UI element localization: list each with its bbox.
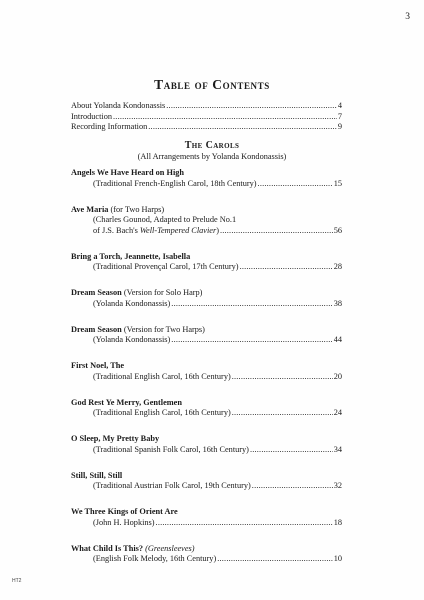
carol-title-text: We Three Kings of Orient Are bbox=[71, 507, 178, 516]
section-heading: The Carols bbox=[184, 140, 240, 151]
carol-entry bbox=[71, 471, 342, 492]
dot-leader bbox=[258, 179, 333, 190]
dot-leader bbox=[171, 335, 332, 346]
dot-leader bbox=[171, 299, 332, 310]
carol-title-text: God Rest Ye Merry, Gentlemen bbox=[71, 397, 182, 407]
carol-entry bbox=[71, 544, 342, 565]
carol-page: 38 bbox=[333, 298, 342, 308]
toc-entry bbox=[71, 101, 342, 112]
carol-title-text: Dream Season bbox=[71, 288, 122, 297]
carol-page: 56 bbox=[333, 225, 342, 235]
carol-source: (Traditional Spanish Folk Carol, 16th Century) bbox=[93, 444, 249, 454]
footer-code: HT2 bbox=[12, 578, 22, 584]
carol-source-line bbox=[71, 445, 342, 456]
carol-source: (Traditional English Carol, 16th Century) bbox=[93, 371, 231, 381]
carol-source: (Traditional Provençal Carol, 17th Century) bbox=[93, 262, 239, 271]
carol-entry bbox=[71, 434, 342, 455]
carol-source-line bbox=[71, 518, 342, 529]
carol-entry bbox=[71, 205, 342, 237]
carol-title-text: O Sleep, My Pretty Baby bbox=[71, 434, 160, 443]
carol-title bbox=[71, 205, 342, 216]
page-title: Table of Contents bbox=[154, 77, 270, 92]
carol-source-line bbox=[71, 299, 342, 310]
dot-leader bbox=[220, 226, 333, 237]
carol-title-text: Ave Maria bbox=[71, 204, 109, 214]
carol-title-text: Still, Still, Still bbox=[71, 470, 123, 480]
carol-source bbox=[93, 226, 219, 237]
carol-title-text: First Noel, The bbox=[71, 361, 125, 370]
dot-leader bbox=[250, 445, 333, 456]
toc-entry-label: Recording Information bbox=[71, 122, 148, 131]
toc-entry-page: 4 bbox=[337, 101, 342, 110]
toc-entry-page: 7 bbox=[337, 111, 342, 121]
carol-page: 15 bbox=[333, 178, 342, 188]
carol-title-note: (Greensleeves) bbox=[143, 543, 195, 553]
carol-title bbox=[71, 325, 342, 336]
carol-source: (John H. Hopkins) bbox=[93, 517, 155, 527]
dot-leader bbox=[166, 101, 337, 112]
section-subheading: (All Arrangements by Yolanda Kondonassis) bbox=[137, 152, 287, 161]
carol-title bbox=[71, 288, 342, 299]
dot-leader bbox=[252, 481, 333, 492]
carol-title-text: What Child Is This? bbox=[71, 543, 144, 553]
carol-title-note: (Version for Two Harps) bbox=[121, 324, 205, 334]
carol-source-line bbox=[71, 481, 342, 492]
toc-entry bbox=[71, 112, 342, 123]
carol-title bbox=[71, 168, 342, 179]
carol-entry bbox=[71, 325, 342, 346]
dot-leader bbox=[113, 112, 337, 123]
dot-leader bbox=[240, 262, 333, 273]
carol-page: 24 bbox=[333, 408, 342, 417]
carol-entry bbox=[71, 507, 342, 528]
carol-page: 18 bbox=[333, 517, 342, 527]
carol-title bbox=[71, 398, 342, 409]
carol-source-prefix: of J.S. Bach's bbox=[93, 225, 140, 235]
carol-entry bbox=[71, 398, 342, 419]
toc-entry-label: Introduction bbox=[71, 111, 113, 121]
carol-page: 44 bbox=[333, 335, 342, 344]
front-matter-list bbox=[71, 101, 342, 133]
carol-title bbox=[71, 544, 342, 555]
carol-title-note: (for Two Harps) bbox=[108, 204, 165, 214]
carol-page: 10 bbox=[333, 554, 342, 563]
carol-title bbox=[71, 471, 342, 482]
carol-source-italic: Well-Tempered Clavier bbox=[139, 225, 217, 235]
carol-list bbox=[71, 168, 342, 580]
carol-source: (English Folk Melody, 16th Century) bbox=[93, 554, 217, 563]
carol-source-line bbox=[71, 262, 342, 273]
carol-entry bbox=[71, 168, 342, 189]
carol-source: (Yolanda Kondonassis) bbox=[93, 335, 171, 344]
carol-page: 28 bbox=[333, 262, 342, 271]
carol-source-line bbox=[71, 179, 342, 190]
carol-source-line bbox=[71, 554, 342, 565]
carol-page: 20 bbox=[333, 371, 342, 381]
page-number: 3 bbox=[405, 12, 410, 22]
toc-entry-page: 9 bbox=[337, 122, 342, 131]
carol-entry bbox=[71, 361, 342, 382]
carol-source-line bbox=[71, 226, 342, 237]
toc-entry bbox=[71, 122, 342, 133]
carol-title-text: Dream Season bbox=[71, 324, 122, 334]
carol-title bbox=[71, 252, 342, 263]
carol-title bbox=[71, 507, 342, 518]
carol-detail-line: (Charles Gounod, Adapted to Prelude No.1 bbox=[93, 215, 237, 224]
carol-title bbox=[71, 361, 342, 372]
toc-entry-label: About Yolanda Kondonassis bbox=[71, 101, 166, 110]
carol-title-note: (Version for Solo Harp) bbox=[121, 288, 203, 297]
carol-entry bbox=[71, 288, 342, 309]
dot-leader bbox=[156, 518, 333, 529]
carol-source: (Yolanda Kondonassis) bbox=[93, 298, 171, 308]
carol-source-line bbox=[71, 335, 342, 346]
dot-leader bbox=[148, 122, 337, 133]
carol-entry bbox=[71, 252, 342, 273]
carol-page: 32 bbox=[333, 481, 342, 490]
dot-leader bbox=[232, 408, 333, 419]
carol-title-text: Angels We Have Heard on High bbox=[71, 168, 185, 177]
carol-source: (Traditional Austrian Folk Carol, 19th Century) bbox=[93, 481, 251, 490]
dot-leader bbox=[217, 554, 332, 565]
carol-title-text: Bring a Torch, Jeannette, Isabella bbox=[71, 251, 191, 261]
carol-title bbox=[71, 434, 342, 445]
carol-source-line bbox=[71, 372, 342, 383]
carol-source-line bbox=[71, 408, 342, 419]
carol-page: 34 bbox=[333, 444, 342, 454]
carol-source: (Traditional English Carol, 16th Century) bbox=[93, 408, 231, 417]
dot-leader bbox=[232, 372, 333, 383]
carol-source-suffix: ) bbox=[216, 225, 219, 235]
carol-source: (Traditional French-English Carol, 18th Century) bbox=[93, 178, 257, 188]
